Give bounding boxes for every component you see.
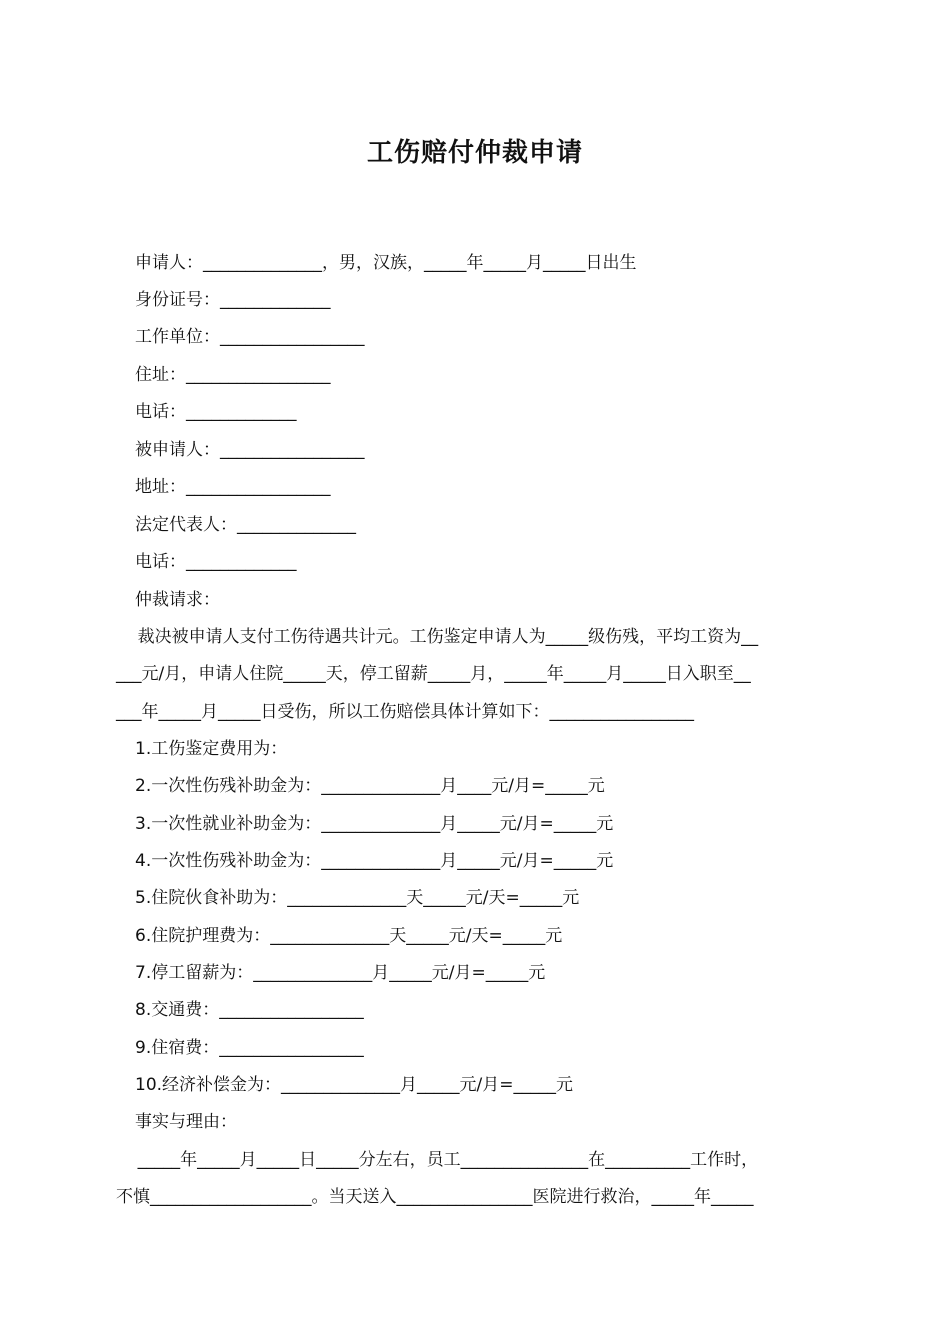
facts-paragraph-line-1: _____年_____月_____日_____分左右，员工_______________在__________工作时，	[116, 1150, 759, 1170]
applicant-line: 申请人：______________，男，汉族，_____年_____月_____日出生	[135, 253, 637, 273]
item-disability-subsidy: 2.一次性伤残补助金为：______________月____元/月=_____元	[135, 776, 605, 796]
item-nursing-fee: 6.住院护理费为：______________天_____元/天=_____元	[135, 926, 563, 946]
address-line: 住址：_________________	[135, 365, 331, 385]
item-economic-compensation: 10.经济补偿金为：______________月_____元/月=_____元	[135, 1075, 574, 1095]
request-paragraph-line-1: 裁决被申请人支付工伤待遇共计元。工伤鉴定申请人为_____级伤残，平均工资为__	[116, 627, 759, 647]
arbitration-request-heading: 仲裁请求：	[135, 590, 220, 610]
item-transport-fee: 8.交通费：_________________	[135, 1000, 364, 1020]
document-title: 工伤赔付仲裁申请	[366, 138, 583, 168]
phone-line: 电话：_____________	[135, 402, 297, 422]
employer-line: 工作单位：_________________	[135, 327, 365, 347]
item-appraisal-fee: 1.工伤鉴定费用为：	[135, 739, 288, 759]
respondent-phone-line: 电话：_____________	[135, 552, 297, 572]
request-paragraph-line-2: ___元/月，申请人住院_____天，停工留薪_____月，_____年_____月_____日入职至__	[116, 664, 751, 684]
respondent-address-line: 地址：_________________	[135, 477, 331, 497]
item-suspension-pay: 7.停工留薪为：______________月_____元/月=_____元	[135, 963, 546, 983]
facts-paragraph-line-2: 不慎___________________。当天送入________________医院进行救治，_____年_____	[116, 1187, 754, 1207]
respondent-line: 被申请人：_________________	[135, 440, 365, 460]
item-lodging-fee: 9.住宿费：_________________	[135, 1038, 364, 1058]
item-disability-subsidy-2: 4.一次性伤残补助金为：______________月_____元/月=_____元	[135, 851, 614, 871]
request-paragraph-line-3: ___年_____月_____日受伤，所以工伤赔偿具体计算如下：_________________	[116, 702, 694, 722]
id-number-line: 身份证号：_____________	[135, 290, 331, 310]
item-employment-subsidy: 3.一次性就业补助金为：______________月_____元/月=_____元	[135, 814, 614, 834]
legal-representative-line: 法定代表人：______________	[135, 515, 356, 535]
facts-reasons-heading: 事实与理由：	[135, 1112, 237, 1132]
item-meal-subsidy: 5.住院伙食补助为：______________天_____元/天=_____元	[135, 888, 580, 908]
